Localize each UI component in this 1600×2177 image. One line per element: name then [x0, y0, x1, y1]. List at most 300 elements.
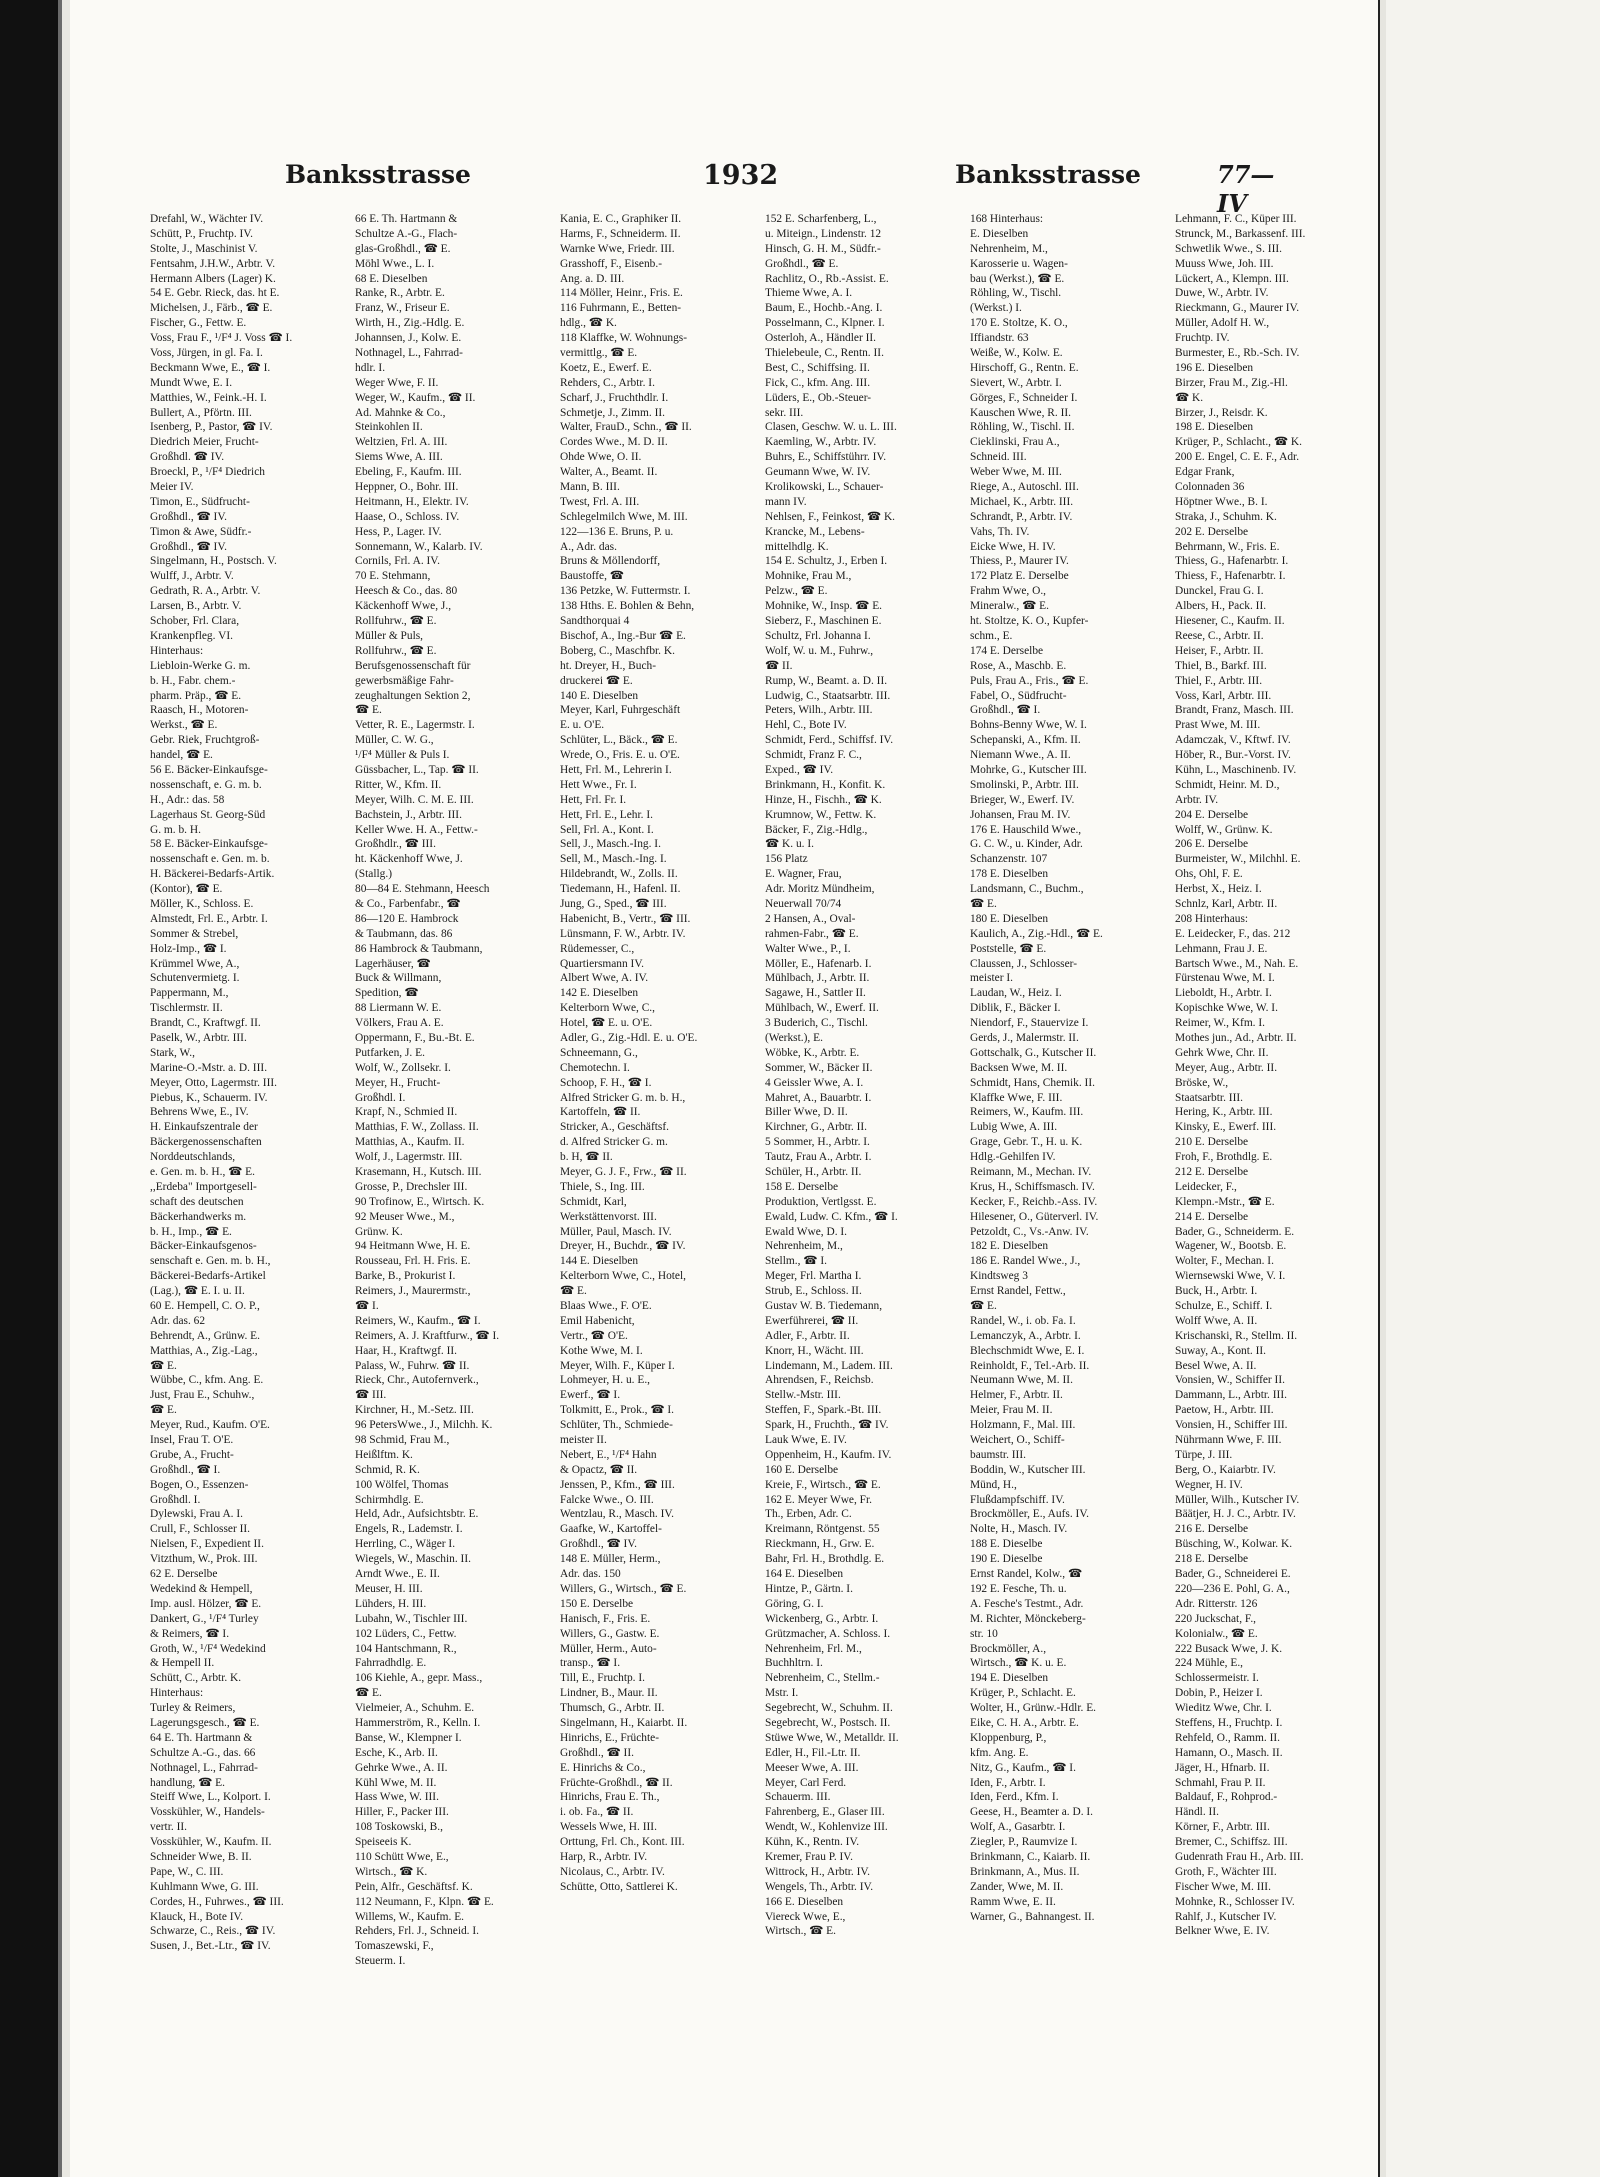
- directory-entry: Hilesener, O., Güterverl. IV.: [970, 1210, 1099, 1223]
- page-number: 77—IV: [1217, 160, 1275, 218]
- directory-entry: Gottschalk, G., Kutscher II.: [970, 1046, 1097, 1059]
- directory-entry: Edgar Frank,: [1175, 466, 1235, 479]
- directory-entry: Hess, P., Lager. IV.: [355, 525, 442, 538]
- directory-entry: nossenschaft, e. G. m. b.: [150, 778, 262, 791]
- directory-entry: d. Alfred Stricker G. m.: [560, 1136, 668, 1149]
- directory-entry: Großhdl. ☎ IV.: [150, 451, 225, 464]
- directory-entry: Prast Wwe, M. III.: [1175, 719, 1261, 732]
- page-header: [285, 160, 1300, 218]
- directory-entry: Johansen, Frau M. IV.: [970, 808, 1071, 821]
- directory-entry: Paselk, W., Arbtr. III.: [150, 1031, 247, 1044]
- directory-entry: Müller, Wilh., Kutscher IV.: [1175, 1493, 1300, 1506]
- directory-entry: Puls, Frau A., Fris., ☎ E.: [970, 674, 1089, 687]
- directory-entry: Möhl Wwe., L. I.: [355, 257, 435, 270]
- directory-entry: Kopischke Wwe, W. I.: [1175, 1002, 1278, 1015]
- directory-entry: Meeser Wwe, A. III.: [765, 1761, 859, 1774]
- directory-entry: Nitz, G., Kaufm., ☎ I.: [970, 1761, 1076, 1774]
- directory-entry: ¹/F⁴ Müller & Puls I.: [355, 749, 450, 762]
- directory-entry: Großhdl., ☎ E.: [765, 257, 839, 270]
- directory-entry: 90 Trofinow, E., Wirtsch. K.: [355, 1195, 485, 1208]
- directory-entry: Fahrenberg, E., Glaser III.: [765, 1806, 885, 1819]
- directory-entry: Ahrendsen, F., Reichsb.: [765, 1374, 874, 1387]
- directory-entry: Meier, Frau M. II.: [970, 1404, 1053, 1417]
- directory-entry: Till, E., Fruchtp. I.: [560, 1672, 646, 1685]
- directory-entry: ☎ III.: [355, 1389, 387, 1402]
- directory-entry: Wirtsch., ☎ K.: [355, 1865, 428, 1878]
- directory-entry: Fentsahm, J.H.W., Arbtr. V.: [150, 257, 276, 270]
- directory-entry: Schrandt, P., Arbtr. IV.: [970, 510, 1073, 523]
- directory-entry: Rousseau, Frl. H. Fris. E.: [355, 1255, 471, 1268]
- directory-entry: handel, ☎ E.: [150, 749, 213, 762]
- directory-entry: ☎ E.: [150, 1359, 177, 1372]
- directory-entry: Müller & Puls,: [355, 629, 424, 642]
- directory-entry: Gaafke, W., Kartoffel-: [560, 1523, 662, 1536]
- directory-entry: Petzoldt, C., Vs.-Anw. IV.: [970, 1225, 1089, 1238]
- directory-entry: Kindtsweg 3: [970, 1270, 1028, 1283]
- directory-entry: Leidecker, F.,: [1175, 1180, 1237, 1193]
- directory-entry: Käckenhoff Wwe, J.,: [355, 600, 452, 613]
- directory-entry: Wolter, H., Grünw.-Hdlr. E.: [970, 1702, 1097, 1715]
- directory-entry: Krumnow, W., Fettw. K.: [765, 808, 877, 821]
- directory-entry: Kühn, K., Rentn. IV.: [765, 1836, 860, 1849]
- directory-entry: Nührmann Wwe, F. III.: [1175, 1434, 1282, 1447]
- directory-entry: Wöbke, K., Arbtr. E.: [765, 1046, 860, 1059]
- directory-entry: Bader, G., Schneiderm. E.: [1175, 1225, 1295, 1238]
- directory-entry: Krancke, M., Lebens-: [765, 525, 865, 538]
- directory-entry: Mühlbach, J., Arbtr. II.: [765, 972, 870, 985]
- directory-entry: Produktion, Vertlgsst. E.: [765, 1195, 877, 1208]
- directory-entry: Steinkohlen II.: [355, 421, 423, 434]
- directory-entry: Crull, F., Schlosser II.: [150, 1523, 251, 1536]
- directory-entry: Birzer, J., Reisdr. K.: [1175, 406, 1268, 419]
- directory-entry: Büsching, W., Kolwar. K.: [1175, 1538, 1293, 1551]
- directory-entry: 70 E. Stehmann,: [355, 570, 431, 583]
- directory-entry: ,,Erdeba" Importgesell-: [150, 1180, 257, 1193]
- directory-entry: Landsmann, C., Buchm.,: [970, 883, 1084, 896]
- directory-entry: G. C. W., u. Kinder, Adr.: [970, 838, 1083, 851]
- directory-entry: Bäcker-Einkaufsgenos-: [150, 1240, 257, 1253]
- directory-entry: Palass, W., Fuhrw. ☎ II.: [355, 1359, 470, 1372]
- directory-entry: Boddin, W., Kutscher III.: [970, 1463, 1086, 1476]
- directory-entry: Münd, H.,: [970, 1478, 1017, 1491]
- directory-entry: Nicolaus, C., Arbtr. IV.: [560, 1865, 665, 1878]
- directory-entry: Buchhltrn. I.: [765, 1657, 823, 1670]
- directory-entry: Mstr. I.: [765, 1687, 799, 1700]
- directory-entry: 170 E. Stoltze, K. O.,: [970, 317, 1068, 330]
- directory-entry: Sell, M., Masch.-Ing. I.: [560, 853, 667, 866]
- directory-entry: 186 E. Randel Wwe., J.,: [970, 1255, 1081, 1268]
- directory-entry: Osterloh, A., Händler II.: [765, 332, 877, 345]
- directory-entry: Michelsen, J., Färb., ☎ E.: [150, 302, 273, 315]
- directory-entry: Lagerungsgesch., ☎ E.: [150, 1716, 260, 1729]
- directory-entry: 190 E. Dieselbe: [970, 1553, 1043, 1566]
- directory-entry: Sandthorquai 4: [560, 615, 630, 628]
- directory-entry: 210 E. Derselbe: [1175, 1136, 1249, 1149]
- directory-entry: Gebr. Riek, Fruchtgroß-: [150, 734, 260, 747]
- directory-entry: Ludwig, C., Staatsarbtr. III.: [765, 689, 891, 702]
- directory-entry: Posselmann, C., Klpner. I.: [765, 317, 885, 330]
- directory-entry: Lünsmann, F. W., Arbtr. IV.: [560, 927, 686, 940]
- directory-entry: Emil Habenicht,: [560, 1314, 635, 1327]
- directory-entry: Smolinski, P., Arbtr. III.: [970, 778, 1079, 791]
- directory-entry: & Co., Farbenfabr., ☎: [355, 897, 461, 910]
- directory-entry: Tischlermstr. II.: [150, 1002, 223, 1015]
- directory-entry: 174 E. Derselbe: [970, 644, 1044, 657]
- directory-entry: Brockmöller, E., Aufs. IV.: [970, 1508, 1089, 1521]
- directory-entry: Hintze, P., Gärtn. I.: [765, 1582, 853, 1595]
- directory-entry: 110 Schütt Wwe, E.,: [355, 1850, 449, 1863]
- directory-entry: Grosse, P., Drechsler III.: [355, 1180, 468, 1193]
- directory-entry: 214 E. Derselbe: [1175, 1210, 1249, 1223]
- directory-entry: Hammerström, R., Kelln. I.: [355, 1716, 481, 1729]
- directory-entry: Schwetlik Wwe., S. III.: [1175, 242, 1283, 255]
- directory-entry: 138 Hths. E. Bohlen & Behn,: [560, 600, 695, 613]
- year: 1932: [703, 160, 779, 191]
- directory-entry: Sommer, W., Bäcker II.: [765, 1061, 873, 1074]
- directory-entry: 92 Meuser Wwe., M.,: [355, 1210, 455, 1223]
- directory-entry: Poststelle, ☎ E.: [970, 942, 1047, 955]
- directory-entry: Krus, H., Schiffsmasch. IV.: [970, 1180, 1095, 1193]
- directory-entry: Willers, G., Wirtsch., ☎ E.: [560, 1582, 687, 1595]
- directory-entry: Gehrke Wwe., A. II.: [355, 1761, 448, 1774]
- directory-entry: Adamczak, V., Kftwf. IV.: [1175, 734, 1291, 747]
- directory-entry: Schultz, Frl. Johanna I.: [765, 629, 871, 642]
- directory-entry: Bremer, C., Schiffsz. III.: [1175, 1836, 1288, 1849]
- directory-entry: E. u. O'E.: [560, 719, 605, 732]
- directory-entry: Stellw.-Mstr. III.: [765, 1389, 841, 1402]
- directory-entry: Schüler, H., Arbtr. II.: [765, 1166, 862, 1178]
- directory-entry: Hirschoff, G., Rentn. E.: [970, 361, 1079, 374]
- directory-entry: (Werkst.), E.: [765, 1031, 823, 1044]
- directory-entry: Herbst, X., Heiz. I.: [1175, 883, 1262, 896]
- directory-entry: Siems Wwe, A. III.: [355, 451, 443, 464]
- directory-entry: Bruns & Möllendorff,: [560, 555, 661, 568]
- directory-entry: Beckmann Wwe, E., ☎ I.: [150, 361, 271, 374]
- directory-entry: 136 Petzke, W. Futtermstr. I.: [560, 585, 691, 598]
- directory-entry: E. Dieselben: [970, 227, 1029, 240]
- directory-entry: Albers, H., Pack. II.: [1175, 600, 1267, 613]
- directory-entry: Cordes Wwe., M. D. II.: [560, 436, 668, 449]
- directory-entry: Kuhlmann Wwe, G. III.: [150, 1880, 259, 1893]
- directory-entry: & Taubmann, das. 86: [355, 927, 453, 940]
- directory-entry: Edler, H., Fil.-Ltr. II.: [765, 1746, 861, 1759]
- directory-entry: Hiller, F., Packer III.: [355, 1806, 449, 1819]
- directory-entry: E. Leidecker, F., das. 212: [1175, 927, 1291, 940]
- directory-entry: Großhdl., ☎ IV.: [560, 1538, 637, 1551]
- directory-entry: Hanisch, F., Fris. E.: [560, 1612, 651, 1625]
- directory-entry: 122—136 E. Bruns, P. u.: [560, 525, 674, 538]
- directory-entry: Behrendt, A., Grünw. E.: [150, 1329, 260, 1342]
- directory-entry: Stricker, A., Geschäftsf.: [560, 1121, 669, 1134]
- directory-entry: Turley & Reimers,: [150, 1702, 236, 1715]
- directory-entry: Harms, F., Schneiderm. II.: [560, 227, 681, 240]
- directory-entry: Walter, FrauD., Schn., ☎ II.: [560, 421, 692, 434]
- directory-entry: Höber, R., Bur.-Vorst. IV.: [1175, 749, 1291, 762]
- directory-entry: Nehrenheim, M.,: [970, 242, 1048, 255]
- directory-entry: 152 E. Scharfenberg, L.,: [765, 213, 877, 225]
- directory-entry: 168 Hinterhaus:: [970, 213, 1044, 225]
- directory-entry: Frahm Wwe, O.,: [970, 585, 1047, 598]
- directory-entry: Piebus, K., Schauerm. IV.: [150, 1091, 268, 1104]
- directory-entry: Gehrk Wwe, Chr. II.: [1175, 1046, 1269, 1059]
- directory-entry: Baustoffe, ☎: [560, 570, 624, 583]
- directory-entry: Ewald Wwe, D. I.: [765, 1225, 848, 1238]
- directory-entry: 64 E. Th. Hartmann &: [150, 1731, 253, 1744]
- directory-entry: Willers, G., Gastw. E.: [560, 1627, 660, 1640]
- directory-entry: Klempn.-Mstr., ☎ E.: [1175, 1195, 1275, 1208]
- directory-entry: 114 Möller, Heinr., Fris. E.: [560, 287, 683, 300]
- directory-entry: Mohnike, Frau M.,: [765, 570, 852, 583]
- directory-entry: Schober, Frl. Clara,: [150, 615, 240, 628]
- directory-entry: Bartsch Wwe., M., Nah. E.: [1175, 957, 1299, 970]
- directory-entry: 196 E. Dieselben: [1175, 361, 1254, 374]
- directory-entry: Großhdl., ☎ IV.: [150, 510, 227, 523]
- directory-entry: Boberg, C., Maschfbr. K.: [560, 644, 675, 657]
- directory-entry: Behrens Wwe, E., IV.: [150, 1106, 249, 1119]
- directory-entry: 2 Hansen, A., Oval-: [765, 912, 856, 925]
- directory-entry: Meyer, G. J. F., Frw., ☎ II.: [560, 1166, 687, 1178]
- directory-entry: Reimers, A. J. Kraftfurw., ☎ I.: [355, 1329, 500, 1342]
- directory-entry: Wendt, W., Kohlenvize III.: [765, 1821, 888, 1834]
- directory-entry: Buck & Willmann,: [355, 972, 442, 985]
- directory-entry: Türpe, J. III.: [1175, 1448, 1233, 1461]
- directory-entry: 150 E. Derselbe: [560, 1597, 634, 1610]
- directory-entry: Schutenvermietg. I.: [150, 972, 240, 985]
- directory-entry: 182 E. Dieselben: [970, 1240, 1049, 1253]
- directory-entry: Schmidt, Ferd., Schiffsf. IV.: [765, 734, 894, 747]
- directory-entry: Ang. a. D. III.: [560, 272, 625, 285]
- directory-entry: Straka, J., Schuhm. K.: [1175, 510, 1277, 523]
- directory-entry: Held, Adr., Aufsichtsbtr. E.: [355, 1508, 479, 1521]
- directory-entry: Thiess, P., Maurer IV.: [970, 555, 1069, 568]
- directory-entry: 156 Platz: [765, 853, 808, 866]
- directory-entry: Schneider Wwe, B. II.: [150, 1850, 252, 1863]
- directory-entry: Johannsen, J., Kolw. E.: [355, 332, 462, 345]
- directory-entry: 94 Heitmann Wwe, H. E.: [355, 1240, 471, 1253]
- directory-entry: Vosskühler, W., Handels-: [150, 1806, 265, 1819]
- directory-entry: Gudenrath Frau H., Arb. III.: [1175, 1850, 1304, 1863]
- directory-entry: Hotel, ☎ E. u. O'E.: [560, 1017, 653, 1030]
- directory-entry: Nebrenheim, C., Stellm.-: [765, 1672, 880, 1685]
- directory-entry: Wessels Wwe, H. III.: [560, 1821, 657, 1834]
- directory-entry: Hett, Frl. Fr. I.: [560, 793, 627, 806]
- directory-entry: Schultze A.-G., das. 66: [150, 1746, 256, 1759]
- directory-entry: Müller, Paul, Masch. IV.: [560, 1225, 672, 1238]
- directory-entry: Reese, C., Arbtr. II.: [1175, 629, 1264, 642]
- directory-entry: Kaulich, A., Zig.-Hdl., ☎ E.: [970, 927, 1103, 940]
- directory-entry: Nothnagel, L., Fahrrad-: [150, 1761, 258, 1774]
- directory-entry: 200 E. Engel, C. E. F., Adr.: [1175, 451, 1300, 464]
- directory-entry: Reimann, M., Mechan. IV.: [970, 1166, 1092, 1178]
- directory-entry: Rehfeld, O., Ramm. II.: [1175, 1731, 1281, 1744]
- directory-entry: Geese, H., Beamter a. D. I.: [970, 1806, 1094, 1819]
- directory-entry: ☎ E.: [970, 1300, 997, 1313]
- directory-entry: Brieger, W., Ewerf. IV.: [970, 793, 1075, 806]
- directory-entry: Mohrke, G., Kutscher III.: [970, 763, 1087, 776]
- directory-entry: 220—236 E. Pohl, G. A.,: [1175, 1582, 1290, 1595]
- directory-entry: 154 E. Schultz, J., Erben I.: [765, 555, 888, 568]
- directory-entry: Fahrradhdlg. E.: [355, 1657, 427, 1670]
- directory-entry: Vahs, Th. IV.: [970, 525, 1030, 538]
- directory-entry: Thiess, G., Hafenarbtr. I.: [1175, 555, 1289, 568]
- directory-entry: Jenssen, P., Kfm., ☎ III.: [560, 1478, 675, 1491]
- directory-entry: 158 E. Derselbe: [765, 1180, 839, 1193]
- directory-entry: 86 Hambrock & Taubmann,: [355, 942, 483, 955]
- directory-entry: Schmetje, J., Zimm. II.: [560, 406, 666, 419]
- directory-entry: Brandt, Franz, Masch. III.: [1175, 704, 1294, 717]
- directory-entry: A. Fesche's Testmt., Adr.: [970, 1597, 1084, 1610]
- directory-entry: Schmidt, Karl,: [560, 1195, 627, 1208]
- directory-entry: Krasemann, H., Kutsch. III.: [355, 1166, 482, 1178]
- directory-entry: Timon & Awe, Südfr.-: [150, 525, 252, 538]
- directory-entry: Bäckergenossenschaften: [150, 1136, 262, 1149]
- directory-entry: Hett, Frl. M., Lehrerin I.: [560, 763, 672, 776]
- directory-entry: Matthias, A., Kaufm. II.: [355, 1136, 465, 1149]
- directory-entry: Sagawe, H., Sattler II.: [765, 987, 866, 1000]
- directory-entry: 112 Neumann, F., Klpn. ☎ E.: [355, 1895, 494, 1908]
- directory-entry: Rieckmann, H., Grw. E.: [765, 1538, 875, 1551]
- directory-entry: Nehrenheim, Frl. M.,: [765, 1642, 862, 1655]
- directory-entry: Meuser, H. III.: [355, 1582, 423, 1595]
- directory-entry: Best, C., Schiffsing. II.: [765, 361, 870, 374]
- directory-entry: Hermann Albers (Lager) K.: [150, 272, 276, 285]
- directory-entry: Wegner, H. IV.: [1175, 1478, 1243, 1491]
- directory-entry: baumstr. III.: [970, 1448, 1026, 1461]
- directory-entry: Wiegels, W., Maschin. II.: [355, 1553, 471, 1566]
- directory-entry: Krankenpfleg. VI.: [150, 629, 233, 642]
- directory-entry: Kania, E. C., Graphiker II.: [560, 213, 682, 225]
- directory-entry: Vosskühler, W., Kaufm. II.: [150, 1836, 272, 1849]
- directory-entry: Baldauf, F., Rohprod.-: [1175, 1791, 1278, 1804]
- directory-entry: Kauschen Wwe, R. II.: [970, 406, 1072, 419]
- directory-entry: Sell, Frl. A., Kont. I.: [560, 823, 654, 836]
- directory-entry: Schlüter, Th., Schmiede-: [560, 1419, 673, 1432]
- directory-entry: Biller Wwe, D. II.: [765, 1106, 848, 1119]
- directory-entry: Kloppenburg, P.,: [970, 1731, 1047, 1744]
- directory-entry: Buck, H., Arbtr. I.: [1175, 1285, 1258, 1298]
- directory-entry: Adr. Ritterstr. 126: [1175, 1597, 1258, 1610]
- directory-entry: Stüwe Wwe, W., Metalldr. II.: [765, 1731, 899, 1744]
- directory-entry: Hett Wwe., Fr. I.: [560, 778, 637, 791]
- directory-entry: Hering, K., Arbtr. III.: [1175, 1106, 1273, 1119]
- directory-entry: Wolff, W., Grünw. K.: [1175, 823, 1273, 836]
- directory-column: [970, 212, 1160, 1924]
- directory-entry: Bohns-Benny Wwe, W. I.: [970, 719, 1087, 732]
- directory-entry: Weichert, O., Schiff-: [970, 1434, 1065, 1447]
- directory-entry: Adr. das. 150: [560, 1568, 621, 1581]
- directory-entry: Weltzien, Frl. A. III.: [355, 436, 448, 449]
- directory-entry: Dammann, L., Arbtr. III.: [1175, 1389, 1287, 1402]
- directory-entry: Fruchtp. IV.: [1175, 332, 1230, 345]
- directory-entry: Tolkmitt, E., Prok., ☎ I.: [560, 1404, 675, 1417]
- directory-entry: 166 E. Dieselben: [765, 1895, 844, 1908]
- directory-entry: Reimer, W., Kfm. I.: [1175, 1017, 1266, 1030]
- directory-entry: Stolte, J., Maschinist V.: [150, 242, 258, 255]
- directory-entry: Nothnagel, L., Fahrrad-: [355, 347, 463, 360]
- directory-entry: Franz, W., Friseur E.: [355, 302, 450, 315]
- directory-entry: druckerei ☎ E.: [560, 674, 633, 687]
- directory-entry: Ernst Randel, Kolw., ☎: [970, 1568, 1083, 1581]
- directory-entry: Speiseeis K.: [355, 1836, 412, 1849]
- directory-entry: Walter Wwe., P., I.: [765, 942, 851, 955]
- directory-entry: Rose, A., Maschb. E.: [970, 659, 1067, 672]
- directory-entry: Norddeutschlands,: [150, 1151, 236, 1164]
- directory-entry: Wedekind & Hempell,: [150, 1582, 253, 1595]
- directory-entry: Cornils, Frl. A. IV.: [355, 555, 440, 568]
- directory-entry: Fischer Wwe, M. III.: [1175, 1880, 1271, 1893]
- directory-entry: Jäger, H., Hfnarb. II.: [1175, 1761, 1270, 1774]
- directory-entry: Großhdl., ☎ IV.: [150, 540, 227, 553]
- directory-entry: Meyer, Wilh. C. M. E. III.: [355, 793, 474, 806]
- directory-entry: 192 E. Fesche, Th. u.: [970, 1582, 1067, 1595]
- directory-entry: Grage, Gebr. T., H. u. K.: [970, 1136, 1083, 1149]
- directory-column: [355, 212, 545, 1969]
- directory-entry: 224 Mühle, E.,: [1175, 1657, 1244, 1670]
- directory-entry: Wrede, O., Fris. E. u. O'E.: [560, 749, 680, 762]
- directory-entry: (Stallg.): [355, 868, 393, 881]
- directory-entry: schaft des deutschen: [150, 1195, 244, 1208]
- directory-entry: Nolte, H., Masch. IV.: [970, 1523, 1068, 1536]
- directory-entry: Hildebrandt, W., Zolls. II.: [560, 868, 678, 881]
- directory-entry: H. Einkaufszentrale der: [150, 1121, 258, 1134]
- directory-entry: Schirmhdlg. E.: [355, 1493, 424, 1506]
- directory-entry: (Werkst.) I.: [970, 302, 1022, 315]
- directory-entry: Thielebeule, C., Rentn. II.: [765, 347, 884, 360]
- directory-entry: Dankert, G., ¹/F⁴ Turley: [150, 1612, 259, 1625]
- directory-entry: Meyer, Wilh. F., Küper I.: [560, 1359, 675, 1372]
- directory-entry: Rieckmann, G., Maurer IV.: [1175, 302, 1300, 315]
- directory-entry: Tiedemann, H., Hafenl. II.: [560, 883, 681, 896]
- directory-entry: Baum, E., Hochb.-Ang. I.: [765, 302, 883, 315]
- directory-entry: Iden, Ferd., Kfm. I.: [970, 1791, 1059, 1804]
- directory-entry: Voss, Jürgen, in gl. Fa. I.: [150, 347, 263, 360]
- directory-entry: zeughaltungen Sektion 2,: [355, 689, 471, 702]
- directory-entry: Schmidt, Heinr. M. D.,: [1175, 778, 1280, 791]
- directory-entry: Vetter, R. E., Lagermstr. I.: [355, 719, 475, 732]
- directory-entry: Ohde Wwe, O. II.: [560, 451, 642, 464]
- directory-entry: 218 E. Derselbe: [1175, 1553, 1249, 1566]
- directory-entry: 60 E. Hempell, C. O. P.,: [150, 1300, 260, 1313]
- directory-entry: Müller, Herm., Auto-: [560, 1642, 657, 1655]
- directory-entry: Viereck Wwe, E.,: [765, 1910, 846, 1923]
- directory-entry: Pein, Alfr., Geschäftsf. K.: [355, 1880, 473, 1893]
- directory-entry: Spark, H., Fruchth., ☎ IV.: [765, 1419, 889, 1432]
- directory-entry: Wiernsewski Wwe, V. I.: [1175, 1270, 1286, 1283]
- directory-entry: Harp, R., Arbtr. IV.: [560, 1850, 648, 1863]
- directory-entry: Grützmacher, A. Schloss. I.: [765, 1627, 891, 1640]
- directory-entry: Krüger, P., Schlacht., ☎ K.: [1175, 436, 1302, 449]
- directory-entry: Müller, C. W. G.,: [355, 734, 434, 747]
- directory-entry: Mohnke, R., Schlosser IV.: [1175, 1895, 1295, 1908]
- directory-entry: Kothe Wwe, M. I.: [560, 1344, 643, 1357]
- directory-entry: vertr. II.: [150, 1821, 188, 1834]
- directory-entry: nossenschaft e. Gen. m. b.: [150, 853, 270, 866]
- directory-entry: & Reimers, ☎ I.: [150, 1627, 230, 1640]
- directory-entry: Segebrecht, W., Schuhm. II.: [765, 1702, 893, 1715]
- directory-entry: Schultze A.-G., Flach-: [355, 227, 458, 240]
- directory-entry: Vitzthum, W., Prok. III.: [150, 1553, 258, 1566]
- directory-entry: Lauk Wwe, E. IV.: [765, 1434, 847, 1447]
- directory-entry: Scharf, J., Fruchthdlr. I.: [560, 391, 669, 404]
- directory-entry: Ziegler, P., Raumvize I.: [970, 1836, 1078, 1849]
- directory-entry: Hinrichs, E., Früchte-: [560, 1731, 660, 1744]
- directory-entry: ht. Käckenhoff Wwe, J.: [355, 853, 463, 866]
- directory-entry: Warner, G., Bahnangest. II.: [970, 1910, 1095, 1923]
- directory-entry: Wirtsch., ☎ E.: [765, 1925, 836, 1938]
- directory-entry: Kaemling, W., Arbtr. IV.: [765, 436, 877, 449]
- directory-entry: Lieboldt, H., Arbtr. I.: [1175, 987, 1272, 1000]
- directory-entry: Röhling, W., Tischl. II.: [970, 421, 1075, 434]
